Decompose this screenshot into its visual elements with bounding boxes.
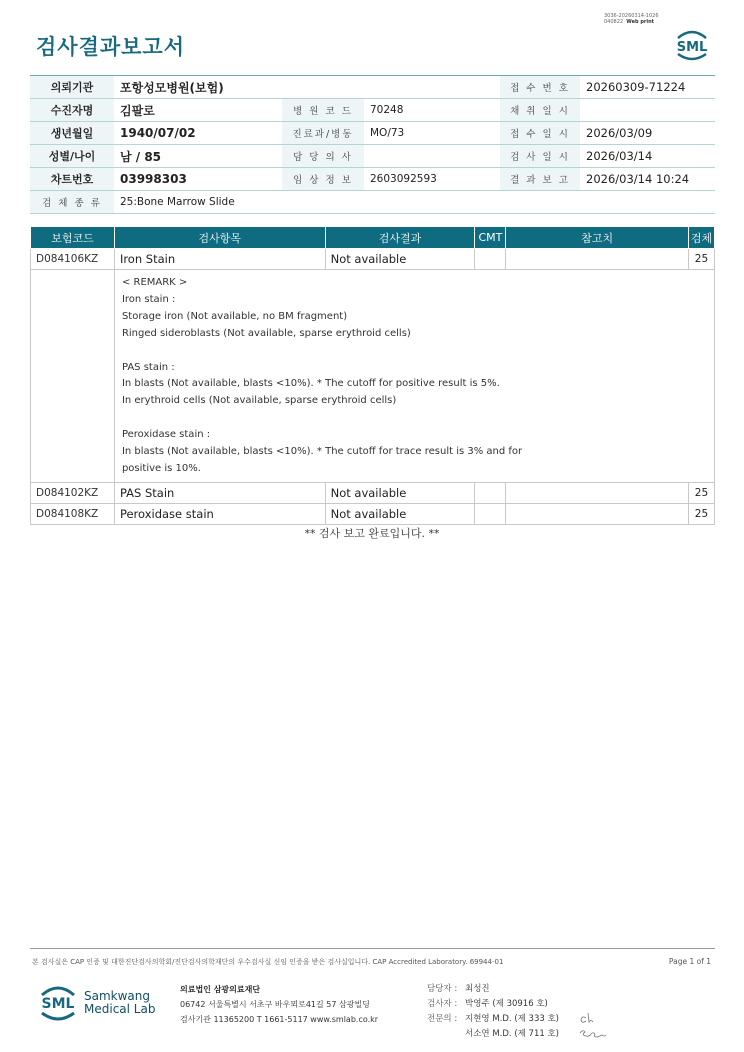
document-code-line2: 040822 <box>604 19 624 25</box>
remark-line <box>122 343 707 360</box>
brand-line1: Samkwang <box>84 989 150 1003</box>
specimen-row <box>30 191 715 214</box>
test-result: Not available <box>325 249 475 270</box>
column-header: CMT <box>475 227 506 249</box>
staff-list <box>427 982 559 1042</box>
test-item: PAS Stain <box>114 482 325 503</box>
sml-footer-logo <box>36 980 80 1024</box>
remark-row <box>31 270 715 483</box>
info-label: 차트번호 <box>30 168 114 191</box>
organization-name: 의료법인 삼광의료재단 <box>180 985 261 994</box>
signature-image <box>576 1009 612 1041</box>
completion-message: ** 검사 보고 완료입니다. ** <box>304 527 440 540</box>
document-code <box>604 13 659 25</box>
staff-row <box>427 997 559 1012</box>
remark-line: Ringed sideroblasts (Not available, sparse erythroid cells) <box>121 327 411 339</box>
page-number: Page 1 of 1 <box>668 957 711 966</box>
info-value: 포항성모병원(보험) <box>114 76 500 99</box>
insurance-code: D084106KZ <box>31 249 115 270</box>
remark-line: In erythroid cells (Not available, sparse erythroid cells) <box>121 395 397 407</box>
organization-address: 06742 서울특별시 서초구 바우뫼로41길 57 삼광빌딩 <box>180 1000 370 1009</box>
info-row <box>30 76 715 99</box>
remark-block <box>114 270 714 483</box>
remark-line <box>122 410 707 427</box>
column-header: 참고치 <box>506 227 689 249</box>
document-code-line1: 3036-20260314-1026 <box>604 13 659 19</box>
info-label: 의뢰기관 <box>30 76 114 99</box>
info-row <box>30 122 715 145</box>
test-item: Peroxidase stain <box>114 503 325 524</box>
brand-line2: Medical Lab <box>84 1002 156 1016</box>
staff-label: 전문의 : <box>427 1014 458 1024</box>
print-mode: Web print <box>626 19 655 25</box>
specimen-label: 검 체 종 류 <box>30 191 114 214</box>
staff-value: 서소연 M.D. (제 711 호) <box>465 1029 560 1039</box>
cmt-cell <box>475 482 506 503</box>
remark-line: Storage iron (Not available, no BM fragment) <box>121 310 348 322</box>
info-value <box>364 145 500 168</box>
info-label: 진료과/병동 <box>282 122 364 145</box>
cmt-cell <box>475 249 506 270</box>
remark-line: In blasts (Not available, blasts <10%). * The cutoff for positive result is 5%. <box>121 378 500 390</box>
column-header: 검사결과 <box>325 227 475 249</box>
results-table <box>30 226 715 525</box>
column-header: 검체 <box>688 227 714 249</box>
specimen-value: 25:Bone Marrow Slide <box>114 191 715 214</box>
info-value: MO/73 <box>364 122 500 145</box>
info-label: 생년월일 <box>30 122 114 145</box>
info-label: 성별/나이 <box>30 145 114 168</box>
remark-line: In blasts (Not available, blasts <10%). * The cutoff for trace result is 3% and for <box>121 446 523 458</box>
staff-row <box>427 1012 559 1027</box>
info-label: 담 당 의 사 <box>282 145 364 168</box>
staff-row <box>427 982 559 997</box>
info-label: 접 수 일 시 <box>500 122 580 145</box>
specimen-cell: 25 <box>688 249 714 270</box>
info-label: 접 수 번 호 <box>500 76 580 99</box>
remark-line: Peroxidase stain : <box>121 429 211 441</box>
info-label: 병 원 코 드 <box>282 99 364 122</box>
info-value: 김팔로 <box>114 99 282 122</box>
remark-line: Iron stain : <box>121 293 176 305</box>
page-title: 검사결과보고서 <box>36 35 186 59</box>
staff-label: 검사자 : <box>427 999 458 1009</box>
test-result: Not available <box>325 503 475 524</box>
cmt-cell <box>475 503 506 524</box>
organization-contact: 검사기관 11365200 T 1661-5117 www.smlab.co.kr <box>180 1015 379 1024</box>
specimen-cell: 25 <box>688 482 714 503</box>
remark-spacer <box>31 270 115 483</box>
info-value: 03998303 <box>114 168 282 191</box>
info-value: 2026/03/09 <box>580 122 715 145</box>
info-row <box>30 99 715 122</box>
staff-row <box>427 1027 559 1042</box>
staff-value: 최성진 <box>465 984 490 994</box>
staff-value: 박영주 (제 30916 호) <box>465 999 548 1009</box>
info-value <box>580 99 715 122</box>
info-label: 결 과 보 고 <box>500 168 580 191</box>
organization-info <box>180 982 378 1027</box>
info-row <box>30 145 715 168</box>
remark-line: < REMARK > <box>121 277 188 288</box>
table-row <box>31 503 715 524</box>
sml-logo-text: SML <box>676 40 708 55</box>
info-label: 임 상 정 보 <box>282 168 364 191</box>
info-label: 검 사 일 시 <box>500 145 580 168</box>
info-row <box>30 168 715 191</box>
footer-divider <box>30 948 715 949</box>
info-label: 수진자명 <box>30 99 114 122</box>
patient-info-table <box>30 75 715 214</box>
table-row <box>31 482 715 503</box>
specimen-cell: 25 <box>688 503 714 524</box>
sml-footer-logo-text: SML <box>41 996 75 1012</box>
reference-cell <box>506 482 689 503</box>
info-value: 2026/03/14 <box>580 145 715 168</box>
info-value: 1940/07/02 <box>114 122 282 145</box>
remark-line: positive is 10%. <box>121 462 201 474</box>
info-label: 채 취 일 시 <box>500 99 580 122</box>
info-value: 20260309-71224 <box>580 76 715 99</box>
sml-logo <box>672 26 712 62</box>
column-header: 검사항목 <box>114 227 325 249</box>
info-value: 2603092593 <box>364 168 500 191</box>
staff-label: 담당자 : <box>427 984 458 994</box>
info-value: 2026/03/14 10:24 <box>580 168 715 191</box>
test-item: Iron Stain <box>114 249 325 270</box>
results-header <box>31 227 715 249</box>
info-value: 70248 <box>364 99 500 122</box>
reference-cell <box>506 503 689 524</box>
staff-label <box>427 1027 465 1042</box>
insurance-code: D084102KZ <box>31 482 115 503</box>
staff-value: 지현영 M.D. (제 333 호) <box>465 1014 560 1024</box>
info-value: 남 / 85 <box>114 145 282 168</box>
reference-cell <box>506 249 689 270</box>
remark-line: PAS stain : <box>121 361 175 373</box>
accreditation-note: 본 검사실은 CAP 인증 및 대한진단검사의학회/진단검사의학재단의 우수검사실 신임 인증을 받은 검사실입니다. CAP Accredited Laboratory. 69944-01 <box>32 958 504 966</box>
insurance-code: D084108KZ <box>31 503 115 524</box>
table-row <box>31 249 715 270</box>
column-header: 보험코드 <box>31 227 115 249</box>
brand-name <box>84 990 155 1016</box>
test-result: Not available <box>325 482 475 503</box>
